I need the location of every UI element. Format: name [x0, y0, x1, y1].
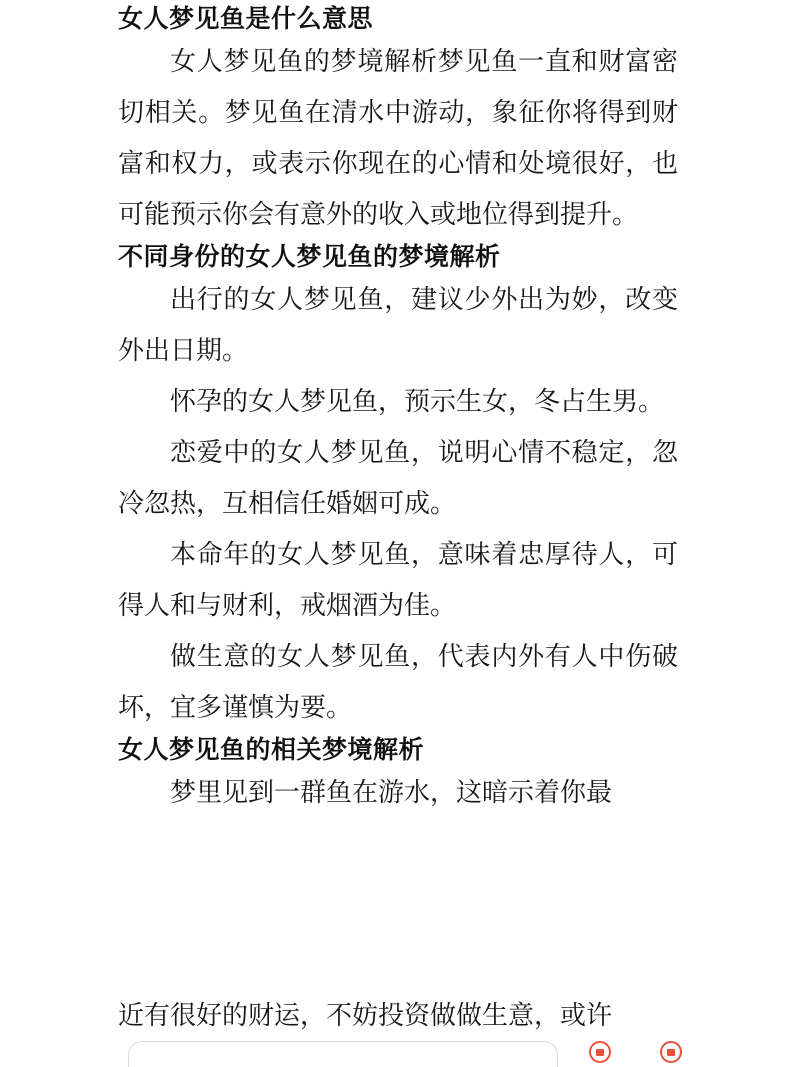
paragraph: 做生意的女人梦见鱼，代表内外有人中伤破坏，宜多谨慎为要。: [118, 641, 678, 722]
paragraph: 恋爱中的女人梦见鱼，说明心情不稳定，忽冷忽热，互相信任婚姻可成。: [118, 437, 678, 518]
comment-input[interactable]: [128, 1041, 558, 1067]
paragraph: 近有很好的财运，不妨投资做做生意，或许: [118, 1000, 613, 1030]
bottom-action-bar: [0, 1037, 800, 1067]
thumbs-up-icon[interactable]: [589, 1041, 611, 1063]
section-heading-3: 女人梦见鱼的相关梦境解析: [118, 736, 425, 764]
section-heading-1: 女人梦见鱼是什么意思: [118, 5, 374, 33]
paragraph: 出行的女人梦见鱼，建议少外出为妙，改变外出日期。: [118, 284, 678, 365]
paragraph: 女人梦见鱼的梦境解析梦见鱼一直和财富密切相关。梦见鱼在清水中游动，象征你将得到财富和权力，或表示你现在的心情和处境很好，也可能预示你会有意外的收入或地位得到提升。: [118, 46, 678, 229]
paragraph: 梦里见到一群鱼在游水，这暗示着你最: [170, 777, 613, 807]
thumbs-up-icon[interactable]: [660, 1041, 682, 1063]
paragraph: 怀孕的女人梦见鱼，预示生女，冬占生男。: [170, 386, 665, 416]
article-body: [118, 0, 678, 818]
paragraph: 本命年的女人梦见鱼，意味着忠厚待人，可得人和与财利，戒烟酒为佳。: [118, 539, 678, 620]
section-heading-2: 不同身份的女人梦见鱼的梦境解析: [118, 243, 501, 271]
